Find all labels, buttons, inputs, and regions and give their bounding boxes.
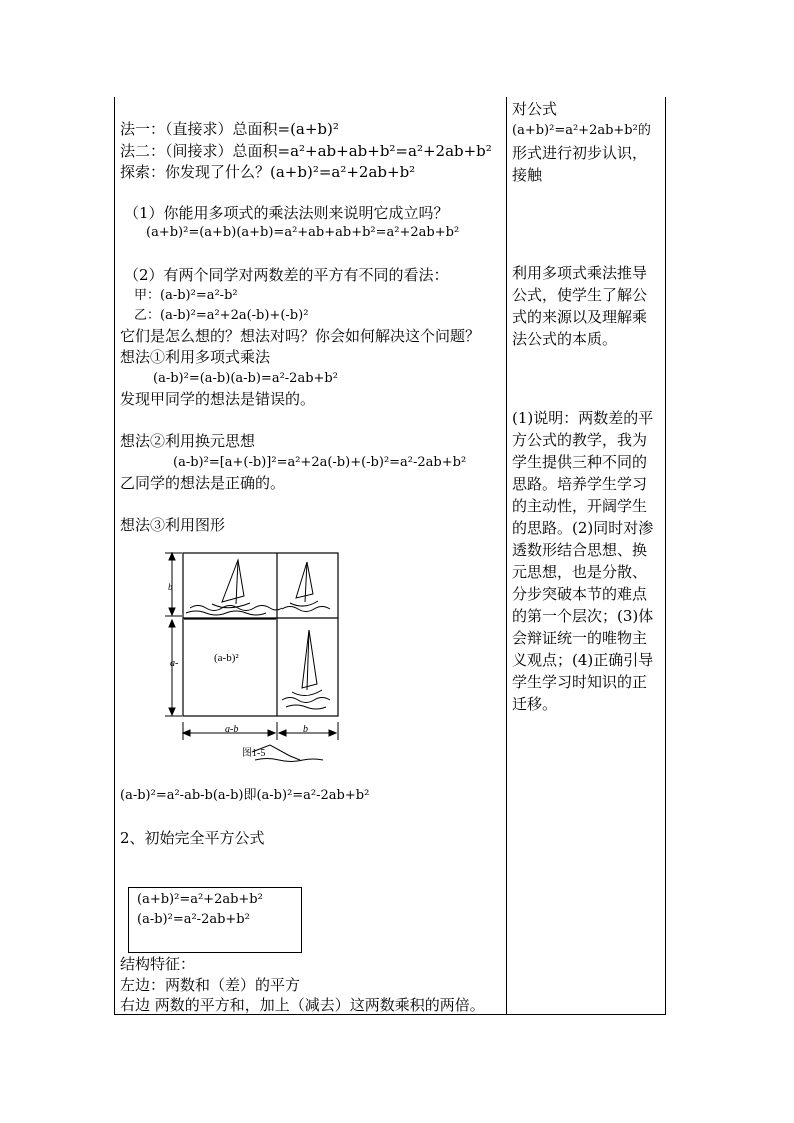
discussion-question: 它们是怎么想的？想法对吗？你会如何解决这个问题？	[120, 327, 481, 345]
column-divider	[506, 97, 507, 1015]
idea-one-heading: 想法①利用多项式乘法	[120, 348, 271, 366]
square-label: (a-b)²	[214, 652, 239, 664]
idea-two-conclusion: 乙同学的想法是正确的。	[120, 474, 286, 492]
idea-two-heading: 想法②利用换元思想	[120, 432, 256, 450]
idea-one-conclusion: 发现甲同学的想法是错误的。	[120, 390, 316, 408]
question-one: （1）你能用多项式的乘法法则来说明它成立吗？	[124, 204, 449, 222]
dim-label-a: a-	[170, 658, 179, 669]
student-yi-view: 乙：(a-b)²=a²+2a(-b)+(-b)²	[134, 308, 309, 323]
note-line: 公式，使学生了解公	[512, 286, 648, 304]
dim-label-b: b	[168, 582, 173, 592]
note-line: 迁移。	[512, 695, 558, 713]
note-line: 义观点；(4)正确引导	[512, 651, 654, 669]
note-line: 对公式	[512, 100, 558, 118]
note-line: 元思想，也是分散、	[512, 563, 648, 581]
question-one-formula: (a+b)²=(a+b)(a+b)=a²+ab+ab+b²=a²+2ab+b²	[146, 225, 460, 240]
figure-caption: 图1-5	[242, 748, 266, 759]
note-line: 透数形结合思想、换	[512, 541, 648, 559]
note-line: 分步突破本节的难点	[512, 585, 648, 603]
idea-two-formula: (a-b)²=[a+(-b)]²=a²+2a(-b)+(-b)²=a²-2ab+b²	[173, 455, 467, 470]
structure-heading: 结构特征：	[120, 955, 196, 973]
explore-text: 探索：你发现了什么？(a+b)²=a²+2ab+b²	[120, 163, 416, 181]
note-line: 学生提供三种不同的	[512, 453, 648, 471]
note-paragraph-3	[512, 407, 653, 715]
note-line: 会辩证统一的唯物主	[512, 629, 648, 647]
note-line: 的思路。(2)同时对渗	[512, 519, 654, 537]
area-figure	[150, 545, 350, 770]
note-line: 学生学习时知识的正	[512, 673, 648, 691]
note-line: 方公式的教学，我为	[512, 431, 648, 449]
dim-label-a-minus-b: a-b	[225, 724, 239, 735]
note-line: 的主动性，开阔学生	[512, 497, 648, 515]
note-line: 利用多项式乘法推导	[512, 264, 648, 282]
note-line: 的第一个层次；(3)体	[512, 607, 654, 625]
question-two: （2）有两个同学对两数差的平方有不同的看法：	[124, 266, 449, 284]
note-line: 形式进行初步认识，	[512, 144, 648, 162]
dim-label-bottom-b: b	[303, 724, 308, 735]
box-formula-diff: (a-b)²=a²-2ab+b²	[137, 912, 250, 927]
left-side-feature: 左边：两数和（差）的平方	[120, 976, 301, 994]
note-paragraph-1	[512, 98, 651, 186]
idea-one-formula: (a-b)²=(a-b)(a-b)=a²-2ab+b²	[153, 371, 338, 386]
note-line: 式的来源以及理解乘	[512, 308, 648, 326]
right-side-feature: 右边 两数的平方和，加上（减去）这两数乘积的两倍。	[120, 996, 485, 1014]
box-formula-sum: (a+b)²=a²+2ab+b²	[137, 892, 263, 907]
method-one: 法一：（直接求）总面积=(a+b)²	[120, 120, 339, 138]
note-line: (a+b)²=a²+2ab+b²的	[512, 123, 651, 138]
note-line: (1)说明：两数差的平	[512, 409, 654, 427]
figure-result: (a-b)²=a²-ab-b(a-b)即(a-b)²=a²-2ab+b²	[120, 788, 370, 803]
note-line: 法公式的本质。	[512, 330, 618, 348]
note-line: 接触	[512, 166, 543, 184]
idea-three-heading: 想法③利用图形	[120, 516, 226, 534]
student-jia-view: 甲：(a-b)²=a²-b²	[134, 288, 238, 303]
note-line: 思路。培养学生学习	[512, 475, 648, 493]
note-paragraph-2	[512, 262, 647, 350]
section-two-heading: 2、初始完全平方公式	[120, 829, 265, 847]
method-two: 法二：（间接求）总面积=a²+ab+ab+b²=a²+2ab+b²	[120, 142, 492, 160]
